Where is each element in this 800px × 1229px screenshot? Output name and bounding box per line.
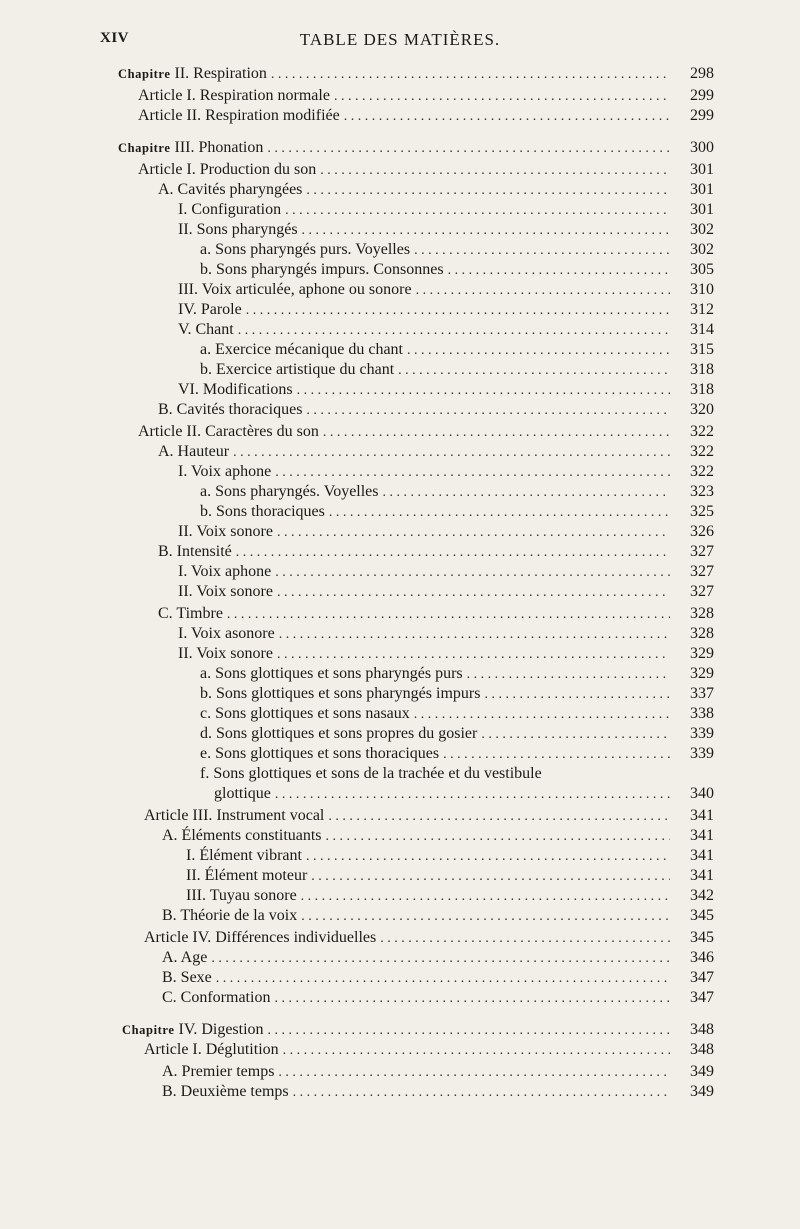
toc-entry-text: A. Hauteur <box>158 443 230 460</box>
toc-page-number: 345 <box>690 929 714 946</box>
toc-entry-text: II. Respiration <box>174 65 267 82</box>
toc-page-number: 327 <box>690 583 714 600</box>
toc-entry-label <box>138 422 319 442</box>
toc-entry <box>186 886 714 906</box>
toc-page-number: 341 <box>690 867 714 884</box>
toc-entry-text: Article I. Déglutition <box>144 1041 279 1058</box>
leader-dots <box>306 181 670 201</box>
toc-entry-label <box>118 138 263 158</box>
toc-page-number: 349 <box>690 1063 714 1080</box>
toc-entry <box>214 784 714 804</box>
toc-entry <box>178 280 714 300</box>
leader-dots <box>414 241 670 261</box>
toc-page-number: 349 <box>690 1083 714 1100</box>
toc-entry <box>158 180 714 200</box>
toc-entry-text: B. Sexe <box>162 969 212 986</box>
leader-dots <box>227 605 670 625</box>
toc-page-number: 315 <box>690 341 714 358</box>
leader-dots <box>323 423 670 443</box>
leader-dots <box>448 261 670 281</box>
toc-page-number: 345 <box>690 907 714 924</box>
toc-entry <box>178 582 714 602</box>
toc-entry-label <box>158 442 229 462</box>
toc-page-number: 326 <box>690 523 714 540</box>
toc-entry <box>178 220 714 240</box>
toc-entry-label <box>144 806 324 826</box>
leader-dots <box>275 463 670 483</box>
toc-entry-text: b. Sons glottiques et sons pharyngés impurs <box>200 685 481 702</box>
toc-page-number: 342 <box>690 887 714 904</box>
toc-entry <box>178 300 714 320</box>
leader-dots <box>416 281 670 301</box>
toc-entry-label <box>178 300 242 320</box>
leader-dots <box>285 201 670 221</box>
toc-entry-text: A. Cavités pharyngées <box>158 181 303 198</box>
toc-entry-label <box>200 502 325 522</box>
toc-page-number: 302 <box>690 241 714 258</box>
toc-page-number: 340 <box>690 785 714 802</box>
toc-entry-label <box>200 724 477 744</box>
toc-entry-label <box>178 644 273 664</box>
toc-entry-text: A. Age <box>162 949 208 966</box>
toc-page-number: 318 <box>690 381 714 398</box>
toc-entry-text: I. Voix asonore <box>178 625 275 642</box>
leader-dots <box>407 341 670 361</box>
toc-entry <box>200 664 714 684</box>
toc-entry <box>200 502 714 522</box>
toc-entry <box>118 64 714 84</box>
toc-entry <box>144 806 714 826</box>
toc-entry <box>162 906 714 926</box>
toc-entry-label <box>200 744 439 764</box>
toc-entry-label <box>138 86 330 106</box>
toc-entry <box>144 1040 714 1060</box>
toc-entry <box>158 604 714 624</box>
toc-entry-label <box>162 1062 274 1082</box>
toc-entry-label <box>178 200 281 220</box>
toc-entry-label <box>118 64 267 84</box>
toc-entry-label <box>200 260 444 280</box>
toc-entry <box>162 1062 714 1082</box>
toc-entry-text: I. Voix aphone <box>178 463 272 480</box>
toc-entry <box>122 1020 714 1040</box>
toc-entry <box>200 340 714 360</box>
toc-entry-text: III. Tuyau sonore <box>186 887 297 904</box>
page-number: XIV <box>100 30 130 46</box>
toc-entry-label <box>178 582 273 602</box>
toc-entry-line1: f. Sons glottiques et sons de la trachée et du vestibule <box>200 765 542 782</box>
toc-entry-text: a. Exercice mécanique du chant <box>200 341 403 358</box>
leader-dots <box>383 483 670 503</box>
toc-entry-label <box>178 380 293 400</box>
toc-entry-text: III. Voix articulée, aphone ou sonore <box>178 281 412 298</box>
leader-dots <box>306 847 670 867</box>
leader-dots <box>275 563 670 583</box>
toc-entry-text: B. Intensité <box>158 543 232 560</box>
toc-page-number: 323 <box>690 483 714 500</box>
toc-page-number: 305 <box>690 261 714 278</box>
toc-page-number: 298 <box>690 65 714 82</box>
toc-page-number: 346 <box>690 949 714 966</box>
toc-entry-text: C. Conformation <box>162 989 271 1006</box>
toc-page-number: 347 <box>690 969 714 986</box>
leader-dots <box>334 87 670 107</box>
toc-entry <box>118 138 714 158</box>
toc-page-number: 339 <box>690 725 714 742</box>
toc-page-number: 327 <box>690 563 714 580</box>
toc-entry-label <box>186 866 307 886</box>
toc-entry <box>200 744 714 764</box>
toc-entry <box>138 422 714 442</box>
toc-entry-label <box>158 542 232 562</box>
toc-page-number: 299 <box>690 107 714 124</box>
toc-entry-text: II. Voix sonore <box>178 523 273 540</box>
toc-entry <box>200 684 714 704</box>
toc-entry-text: Article II. Caractères du son <box>138 423 319 440</box>
toc-entry-text: glottique <box>214 785 271 802</box>
toc-page-number: 341 <box>690 807 714 824</box>
toc-entry-label <box>178 220 298 240</box>
leader-dots <box>326 827 670 847</box>
leader-dots <box>271 65 670 85</box>
toc-entry-text: I. Configuration <box>178 201 282 218</box>
leader-dots <box>328 807 670 827</box>
toc-entry-text: I. Élément vibrant <box>186 847 302 864</box>
toc-entry-text: B. Théorie de la voix <box>162 907 298 924</box>
toc-entry-label <box>200 240 410 260</box>
toc-entry <box>162 948 714 968</box>
toc-entry-text: III. Phonation <box>174 139 264 156</box>
leader-dots <box>268 1021 670 1041</box>
leader-dots <box>301 887 670 907</box>
toc-entry <box>200 724 714 744</box>
toc-entry-label <box>178 320 234 340</box>
running-title: TABLE DES MATIÈRES. <box>299 30 501 49</box>
toc-entry <box>178 522 714 542</box>
leader-dots <box>329 503 670 523</box>
toc-entry <box>178 644 714 664</box>
leader-dots <box>233 443 670 463</box>
toc-entry-text: V. Chant <box>178 321 234 338</box>
toc-entry-label <box>158 180 302 200</box>
toc-entry-label <box>138 106 340 126</box>
toc-entry-label <box>200 684 480 704</box>
toc-entry-text: c. Sons glottiques et sons nasaux <box>200 705 410 722</box>
leader-dots <box>320 161 670 181</box>
toc-page-number: 325 <box>690 503 714 520</box>
toc-entry-label <box>158 400 302 420</box>
toc-entry-text: Article I. Production du son <box>138 161 317 178</box>
toc-page-number: 329 <box>690 665 714 682</box>
chapter-word: Chapitre <box>122 1023 175 1037</box>
toc-entry-label <box>138 160 316 180</box>
toc-page-number: 318 <box>690 361 714 378</box>
chapter-word: Chapitre <box>118 141 171 155</box>
toc-entry-text: a. Sons pharyngés. Voyelles <box>200 483 379 500</box>
toc-page-number: 322 <box>690 443 714 460</box>
toc-entry-text: a. Sons pharyngés purs. Voyelles <box>200 241 411 258</box>
toc-entry <box>138 86 714 106</box>
leader-dots <box>267 139 670 159</box>
toc-entry <box>138 160 714 180</box>
toc-page-number: 301 <box>690 181 714 198</box>
toc-page-number: 301 <box>690 201 714 218</box>
toc-entry-text: I. Voix aphone <box>178 563 272 580</box>
toc-entry-label <box>178 522 273 542</box>
leader-dots <box>293 1083 670 1103</box>
toc-page-number: 301 <box>690 161 714 178</box>
leader-dots <box>484 685 670 705</box>
toc-page-number: 348 <box>690 1021 714 1038</box>
toc-entry-label <box>162 948 207 968</box>
leader-dots <box>306 401 670 421</box>
toc-page-number: 338 <box>690 705 714 722</box>
toc-entry-label <box>178 280 412 300</box>
toc-entry <box>158 442 714 462</box>
toc-entry <box>200 360 714 380</box>
toc-entry-label <box>144 1040 279 1060</box>
leader-dots <box>311 867 670 887</box>
toc-entry-label <box>178 562 271 582</box>
leader-dots <box>414 705 670 725</box>
toc-entry-label <box>200 340 403 360</box>
leader-dots <box>443 745 670 765</box>
toc-entry <box>162 988 714 1008</box>
toc-page-number: 339 <box>690 745 714 762</box>
toc-entry-label <box>200 360 394 380</box>
toc-entry <box>162 826 714 846</box>
toc-page-number: 314 <box>690 321 714 338</box>
toc-entry <box>138 106 714 126</box>
toc-entry-text: Article III. Instrument vocal <box>144 807 325 824</box>
toc-entry <box>200 240 714 260</box>
toc-page-number: 327 <box>690 543 714 560</box>
toc-entry <box>178 200 714 220</box>
toc-entry-label <box>178 624 275 644</box>
toc-entry-text: b. Sons pharyngés impurs. Consonnes <box>200 261 444 278</box>
toc-entry <box>200 482 714 502</box>
toc-entry <box>178 624 714 644</box>
leader-dots <box>302 221 670 241</box>
toc-entry-text: Article II. Respiration modifiée <box>138 107 340 124</box>
page-header <box>0 30 800 56</box>
leader-dots <box>277 523 670 543</box>
leader-dots <box>283 1041 670 1061</box>
toc-page-number: 302 <box>690 221 714 238</box>
leader-dots <box>277 645 670 665</box>
toc-entry-text: b. Exercice artistique du chant <box>200 361 395 378</box>
toc-page-number: 329 <box>690 645 714 662</box>
toc-entry <box>178 562 714 582</box>
leader-dots <box>246 301 670 321</box>
toc-entry-text: Article I. Respiration normale <box>138 87 330 104</box>
toc-page-number: 310 <box>690 281 714 298</box>
leader-dots <box>238 321 670 341</box>
toc-entry <box>178 462 714 482</box>
toc-entry-text: B. Cavités thoraciques <box>158 401 303 418</box>
leader-dots <box>236 543 670 563</box>
toc-entry <box>186 866 714 886</box>
toc-entry-label <box>162 906 297 926</box>
toc-entry-text: II. Voix sonore <box>178 583 273 600</box>
toc-entry <box>158 542 714 562</box>
leader-dots <box>344 107 670 127</box>
toc-entry-text: b. Sons thoraciques <box>200 503 325 520</box>
leader-dots <box>301 907 670 927</box>
toc-page-number: 300 <box>690 139 714 156</box>
toc-entry-text: a. Sons glottiques et sons pharyngés purs <box>200 665 463 682</box>
leader-dots <box>380 929 670 949</box>
toc-page-number: 320 <box>690 401 714 418</box>
leader-dots <box>279 625 670 645</box>
toc-entry <box>200 260 714 280</box>
toc-entry-label <box>162 826 322 846</box>
toc-entry-text: II. Voix sonore <box>178 645 273 662</box>
toc-entry <box>158 400 714 420</box>
toc-entry-label <box>178 462 271 482</box>
toc-entry <box>200 704 714 724</box>
toc-entry <box>162 1082 714 1102</box>
chapter-word: Chapitre <box>118 67 171 81</box>
toc-entry-text: IV. Digestion <box>178 1021 264 1038</box>
toc-entry-text: II. Élément moteur <box>186 867 308 884</box>
toc-entry-label <box>158 604 223 624</box>
toc-entry-text: C. Timbre <box>158 605 223 622</box>
toc-page-number: 341 <box>690 847 714 864</box>
leader-dots <box>277 583 670 603</box>
leader-dots <box>216 969 670 989</box>
toc-page-number: 328 <box>690 625 714 642</box>
toc-entry-label <box>162 988 270 1008</box>
leader-dots <box>278 1063 670 1083</box>
toc-entry-label <box>200 704 410 724</box>
toc-entry-text: VI. Modifications <box>178 381 293 398</box>
toc-entry-text: IV. Parole <box>178 301 242 318</box>
toc-entry-text: II. Sons pharyngés <box>178 221 298 238</box>
toc-page-number: 312 <box>690 301 714 318</box>
toc-entry-label <box>162 968 212 988</box>
toc-entry-label <box>200 664 463 684</box>
toc-entry-text: A. Premier temps <box>162 1063 275 1080</box>
toc-page-number: 341 <box>690 827 714 844</box>
toc-page-number: 348 <box>690 1041 714 1058</box>
toc-entry <box>178 380 714 400</box>
toc-entry-label <box>144 928 376 948</box>
toc-entry-label <box>200 482 379 502</box>
toc-entry <box>162 968 714 988</box>
toc-entry-label <box>186 886 297 906</box>
leader-dots <box>211 949 670 969</box>
toc-page-number: 322 <box>690 463 714 480</box>
leader-dots <box>467 665 670 685</box>
leader-dots <box>481 725 670 745</box>
toc-entry <box>178 320 714 340</box>
toc-entry-label <box>122 1020 264 1040</box>
toc-entry-label <box>214 784 271 804</box>
toc-page-number: 328 <box>690 605 714 622</box>
toc-page-number: 347 <box>690 989 714 1006</box>
leader-dots <box>275 785 670 805</box>
leader-dots <box>297 381 670 401</box>
toc-entry-label <box>186 846 302 866</box>
toc-entry-text: B. Deuxième temps <box>162 1083 289 1100</box>
toc-entry-label <box>162 1082 289 1102</box>
toc-entry-text: e. Sons glottiques et sons thoraciques <box>200 745 440 762</box>
leader-dots <box>274 989 670 1009</box>
toc-entry-text: d. Sons glottiques et sons propres du gosier <box>200 725 478 742</box>
toc-page-number: 299 <box>690 87 714 104</box>
toc-entry-text: Article IV. Différences individuelles <box>144 929 377 946</box>
toc-page-number: 337 <box>690 685 714 702</box>
toc-entry <box>144 928 714 948</box>
toc-page-number: 322 <box>690 423 714 440</box>
toc-entry-text: A. Éléments constituants <box>162 827 322 844</box>
leader-dots <box>398 361 670 381</box>
toc-entry <box>186 846 714 866</box>
